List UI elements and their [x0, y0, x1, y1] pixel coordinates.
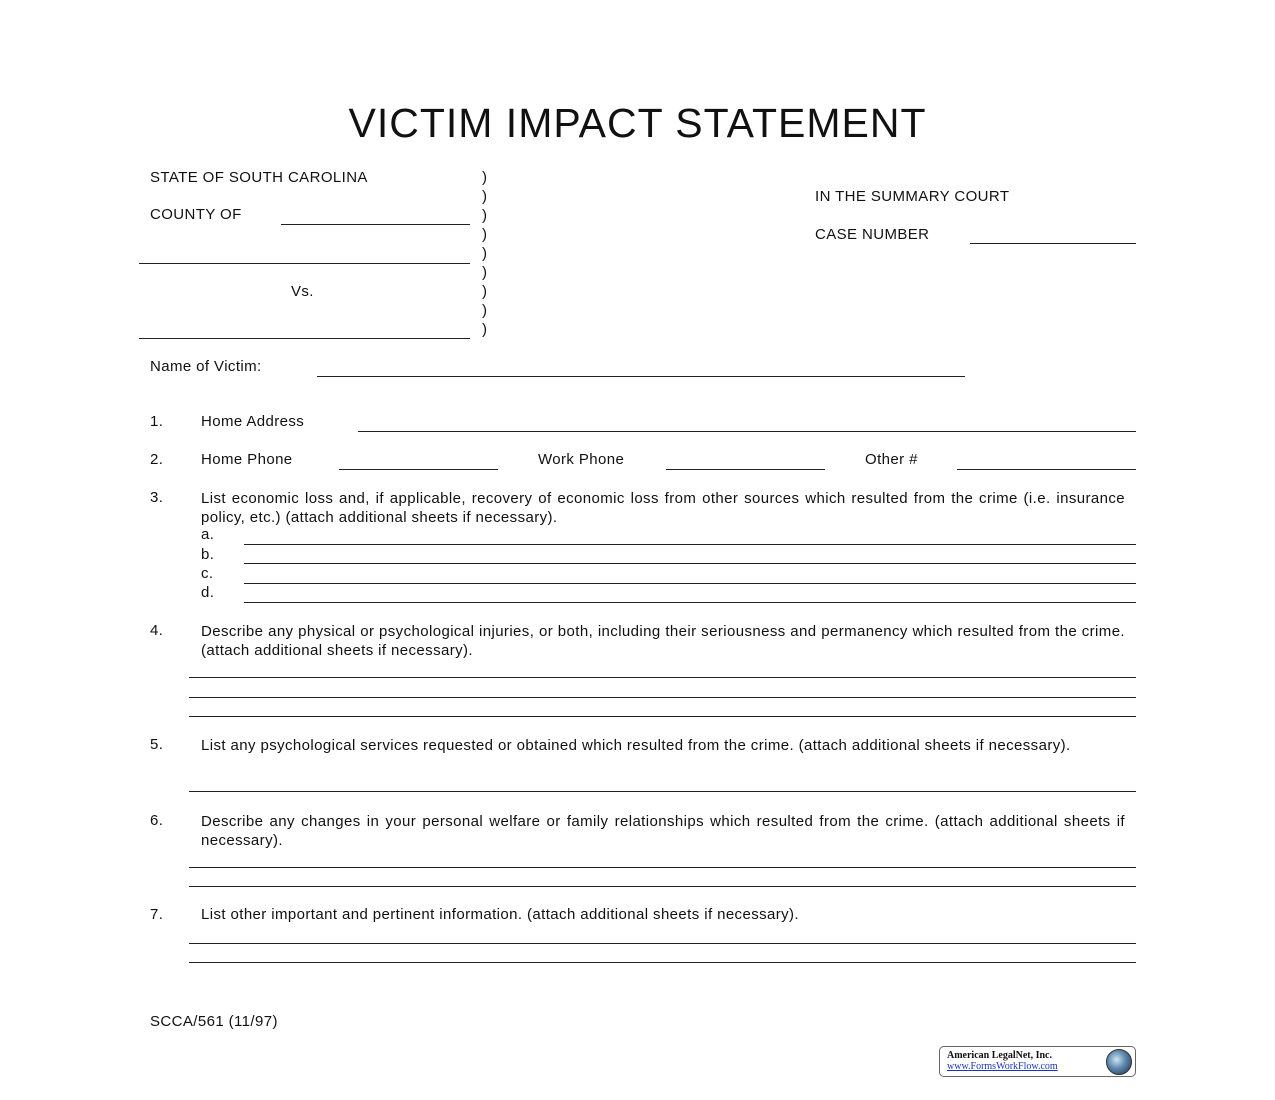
economic-loss-field-a[interactable] — [244, 544, 1136, 545]
caption-paren: ) — [482, 169, 487, 186]
welfare-changes-field-line[interactable] — [189, 886, 1136, 887]
item-number: 1. — [150, 413, 164, 430]
economic-loss-field-c[interactable] — [244, 583, 1136, 584]
caption-paren: ) — [482, 302, 487, 319]
caption-paren: ) — [482, 226, 487, 243]
company-logo — [939, 1046, 1136, 1077]
home-phone-label: Home Phone — [201, 451, 293, 468]
caption-paren: ) — [482, 321, 487, 338]
case-number-field[interactable] — [970, 243, 1136, 244]
versus-label: Vs. — [291, 283, 314, 300]
injuries-field-line[interactable] — [189, 677, 1136, 678]
sub-item-label: c. — [201, 565, 214, 582]
defendant-field[interactable] — [139, 338, 470, 339]
home-address-field[interactable] — [358, 431, 1136, 432]
other-number-field[interactable] — [957, 469, 1136, 470]
other-number-label: Other # — [865, 451, 918, 468]
item-number: 5. — [150, 736, 164, 753]
sub-item-label: b. — [201, 546, 215, 563]
home-address-label: Home Address — [201, 413, 305, 430]
psych-services-instructions: List any psychological services requested or obtained which resulted from the crime. (attach additional sheets if necessary). — [201, 737, 1071, 754]
caption-paren: ) — [482, 207, 487, 224]
economic-loss-field-b[interactable] — [244, 563, 1136, 564]
item-number: 6. — [150, 812, 164, 829]
caption-paren: ) — [482, 245, 487, 262]
caption-paren: ) — [482, 283, 487, 300]
globe-icon — [1106, 1049, 1132, 1075]
victim-name-field[interactable] — [317, 376, 965, 377]
other-info-field-line[interactable] — [189, 943, 1136, 944]
state-label: STATE OF SOUTH CAROLINA — [150, 169, 368, 186]
plaintiff-field[interactable] — [139, 263, 470, 264]
case-number-label: CASE NUMBER — [815, 226, 930, 243]
psych-services-field-line[interactable] — [189, 791, 1136, 792]
other-info-instructions: List other important and pertinent information. (attach additional sheets if necessary). — [201, 906, 799, 923]
caption-paren: ) — [482, 188, 487, 205]
sub-item-label: d. — [201, 584, 215, 601]
victim-name-label: Name of Victim: — [150, 358, 262, 375]
item-number: 3. — [150, 489, 164, 506]
injuries-field-line[interactable] — [189, 716, 1136, 717]
item-number: 2. — [150, 451, 164, 468]
home-phone-field[interactable] — [339, 469, 498, 470]
sub-item-label: a. — [201, 526, 215, 543]
other-info-field-line[interactable] — [189, 962, 1136, 963]
economic-loss-field-d[interactable] — [244, 602, 1136, 603]
logo-company-name: American LegalNet, Inc. — [947, 1050, 1052, 1061]
injuries-field-line[interactable] — [189, 697, 1136, 698]
item-number: 7. — [150, 906, 164, 923]
logo-url-link[interactable]: www.FormsWorkFlow.com — [947, 1061, 1058, 1072]
work-phone-label: Work Phone — [538, 451, 625, 468]
county-field[interactable] — [281, 224, 470, 225]
welfare-changes-instructions: Describe any changes in your personal welfare or family relationships which resulted from the crime. (attach additional sheets if necessary). — [201, 813, 1125, 849]
item-number: 4. — [150, 622, 164, 639]
injuries-instructions: Describe any physical or psychological injuries, or both, including their seriousness and permanency which resulted from the crime. (attach additional sheets if necessary). — [201, 623, 1125, 659]
court-label: IN THE SUMMARY COURT — [815, 188, 1010, 205]
form-id: SCCA/561 (11/97) — [150, 1013, 278, 1030]
work-phone-field[interactable] — [666, 469, 825, 470]
county-label: COUNTY OF — [150, 206, 242, 223]
page-title: VICTIM IMPACT STATEMENT — [348, 100, 927, 146]
caption-paren: ) — [482, 264, 487, 281]
welfare-changes-field-line[interactable] — [189, 867, 1136, 868]
economic-loss-instructions: List economic loss and, if applicable, recovery of economic loss from other sources which resulted from the crime (i.e. insurance policy, etc.) (attach additional sheets if necessary). — [201, 490, 1125, 526]
